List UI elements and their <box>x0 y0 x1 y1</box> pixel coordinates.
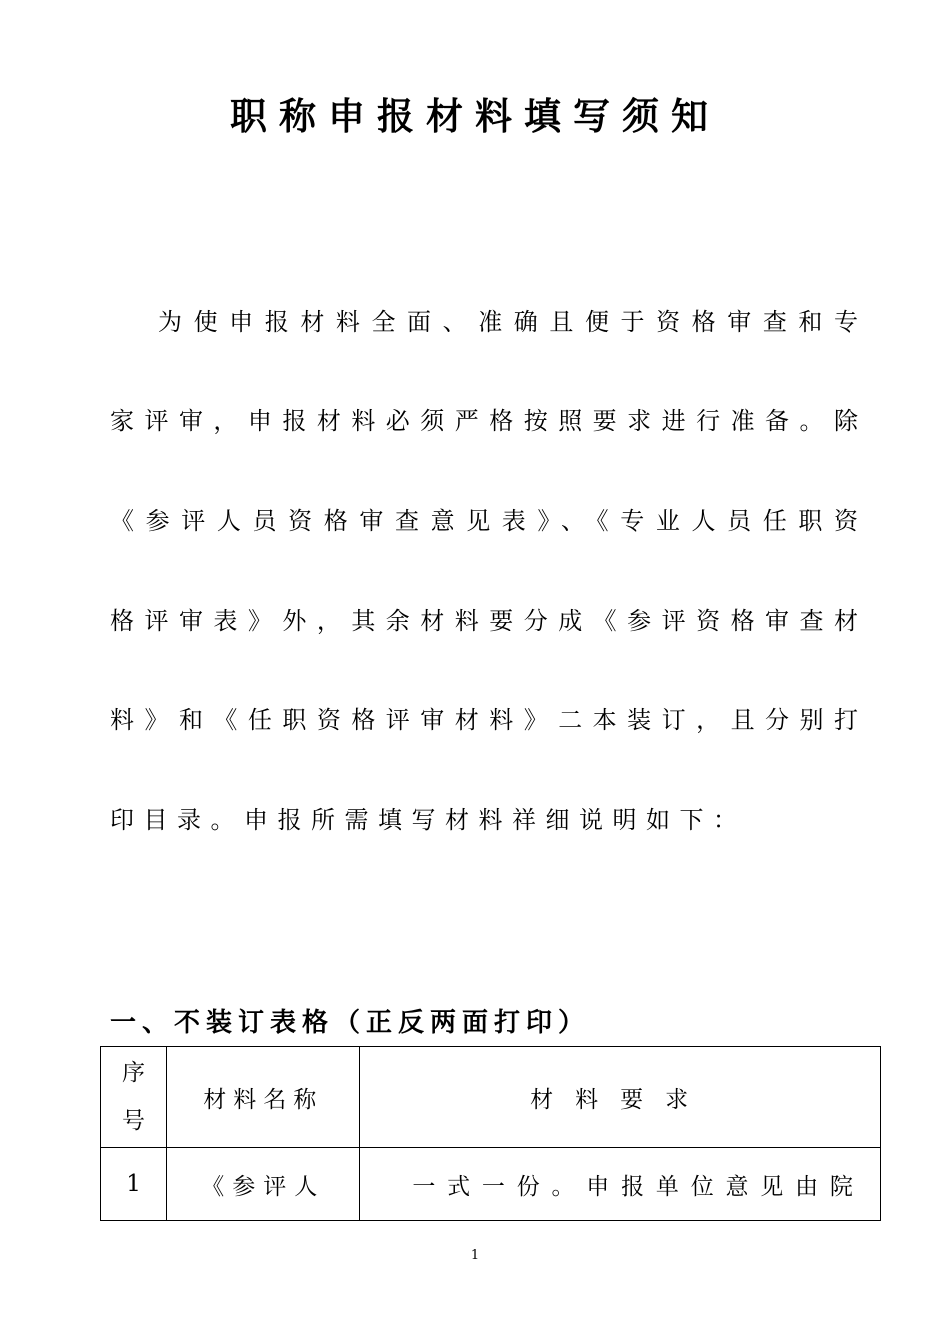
intro-line-5: 料》和《任职资格评审材料》二本装订，且分别打 <box>110 706 858 734</box>
intro-line-6: 印目录。申报所需填写材料祥细说明如下： <box>110 806 747 834</box>
document-title: 职称申报材料填写须知 <box>230 95 720 138</box>
table-row <box>101 1148 881 1221</box>
intro-line-1: 为使申报材料全面、准确且便于资格审查和专 <box>158 308 858 336</box>
row-material-requirement: 一式一份。申报单位意见由院 <box>360 1148 881 1221</box>
header-serial-line-2: 号 <box>122 1108 146 1134</box>
table-header-row <box>101 1047 881 1148</box>
header-material-name: 材料名称 <box>167 1047 360 1148</box>
row-serial-number: 1 <box>101 1148 167 1221</box>
section-heading: 一、不装订表格（正反两面打印） <box>110 1008 591 1038</box>
intro-line-2: 家评审，申报材料必须严格按照要求进行准备。除 <box>110 407 858 435</box>
row-material-name: 《参评人 <box>167 1148 360 1221</box>
header-serial-number <box>101 1047 167 1148</box>
intro-line-4: 格评审表》外，其余材料要分成《参评资格审查材 <box>110 607 858 635</box>
header-serial-line-1: 序 <box>122 1060 146 1086</box>
header-material-requirement: 材料要求 <box>360 1047 881 1148</box>
materials-table <box>100 1046 881 1221</box>
page-number: 1 <box>470 1248 480 1263</box>
intro-line-3: 《参评人员资格审查意见表》、《专业人员任职资 <box>110 507 858 535</box>
